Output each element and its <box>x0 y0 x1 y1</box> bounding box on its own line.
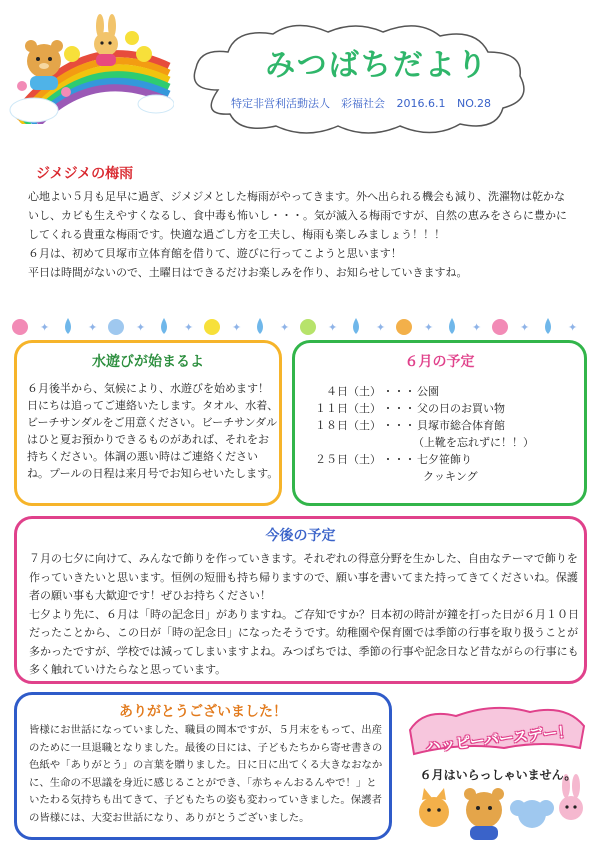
star-icon: ✦ <box>472 321 482 334</box>
star-icon: ✦ <box>376 321 386 334</box>
star-icon: ✦ <box>88 321 98 334</box>
intro-body <box>28 187 576 282</box>
thanks-body: 皆様にお世話になっていました、職員の岡本ですが、５月末をもって、出産のために一旦退職となりました。最後の日には、子どもたちから寄せ書きの色紙や「ありがとう」の言葉を贈りました。日に日に出てくる大きなおなかに、生命の不思議を身近に感じることができ、「赤ちゃんおるんやで！」といたわる気持ちも出てきて、子どもたちの姿も変わっていきました。保護者の皆様には、大変お世話になり、ありがとうございました。 <box>29 724 383 824</box>
schedule-dots: ・・・ <box>382 453 416 466</box>
birthday-note: ６月はいらっしゃいません。 <box>419 768 577 782</box>
creature-icon <box>12 319 28 335</box>
star-icon: ✦ <box>568 321 578 334</box>
issue-number: NO.28 <box>457 97 491 110</box>
future-body <box>29 550 579 680</box>
raindrop-icon <box>353 318 359 334</box>
thanks-title: ありがとうございました！ <box>119 704 287 720</box>
page-title: みつばちだより <box>265 48 489 83</box>
swim-notice-box <box>14 340 282 506</box>
star-icon: ✦ <box>232 321 242 334</box>
future-title: 今後の予定 <box>265 528 336 544</box>
schedule-continuation: クッキング <box>423 470 478 483</box>
star-icon: ✦ <box>136 321 146 334</box>
garland-row <box>12 318 577 335</box>
intro-paragraph: ６月は、初めて貝塚市立体育館を借りて、遊びに行ってこようと思います！ <box>28 247 402 260</box>
schedule-dots: ・・・ <box>382 419 416 432</box>
organization-name: 特定非営利活動法人 彩福社会 <box>231 97 386 110</box>
june-title: ６月の予定 <box>404 354 475 370</box>
schedule-item: 公園 <box>417 385 439 398</box>
future-paragraph: 七夕より先に、６月は「時の記念日」がありますね。ご存知ですか？日本初の時計が鐘を打った日が６月１０日だったことから、この日が「時の記念日」になったそうです。幼稚園や保育園では季節の行事を取り扱うことが多かったですが、学校では減ってしまいますよね。みつばちでは、季節の行事や記念日など昔ながらの行事にも多く触れていけたらなと思っています。 <box>29 607 579 676</box>
raindrop-icon <box>545 318 551 334</box>
schedule-date: ４日（土） <box>326 385 381 398</box>
creature-icon <box>492 319 508 335</box>
intro-paragraph: 心地よい５月も足早に過ぎ、ジメジメとした梅雨がやってきます。外へ出られる機会も減り、洗濯物は乾かないし、カビも生えやすくなるし、食中毒も怖いし・・・。気が滅入る梅雨ですが、自然の恵みをさらに豊かにしてくれる貴重な梅雨です。快適な過ごし方を工夫し、梅雨も楽しみましょう！！！ <box>28 190 567 241</box>
raindrop-icon <box>449 318 455 334</box>
raindrop-icon <box>257 318 263 334</box>
schedule-row <box>313 451 583 468</box>
creature-icon <box>108 319 124 335</box>
creature-icon <box>396 319 412 335</box>
schedule-item: 貝塚市総合体育館 <box>417 419 505 432</box>
birthday-banner: ハッピーバースデー！ <box>424 722 574 756</box>
schedule-item: 父の日のお買い物 <box>417 402 505 415</box>
bear-icon <box>25 40 63 90</box>
bear-icon <box>464 788 504 840</box>
thanks-box <box>14 692 392 840</box>
star-icon: ✦ <box>280 321 290 334</box>
issue-date: 2016.6.1 <box>396 97 446 110</box>
future-paragraph: ７月の七夕に向けて、みんなで飾りを作っていきます。それぞれの得意分野を生かした、自由なテーマで飾りを作っていきたいと思います。恒例の短冊も持ち帰りますので、願い事を書いてまた持ってきてくださいね。保護者の願い事も大歓迎です！ぜひお持ちください！ <box>29 552 578 602</box>
intro-heading: ジメジメの梅雨 <box>36 166 134 182</box>
creature-icon <box>300 319 316 335</box>
intro-paragraph: 平日は時間がないので、土曜日はできるだけお楽しみを作り、お知らせしていきますね。 <box>28 266 468 279</box>
star-icon: ✦ <box>424 321 434 334</box>
schedule-item: 七夕笹飾り <box>417 453 472 466</box>
june-schedule-box <box>292 340 587 506</box>
schedule-row <box>313 400 583 417</box>
swim-body: ６月後半から、気候により、水遊びを始めます！日にちは追ってご連絡いたします。タオル、水着、ビーチサンダルをご用意ください。ビーチサンダルはひと夏お預かりできるものがあれば、それをお持ちください。体調の悪い時はご連絡くださいね。プールの日程は来月号でお知らせいたします。 <box>27 382 279 480</box>
issue-info <box>196 95 526 111</box>
schedule-date: ２５日（土） <box>315 453 381 466</box>
creature-icon <box>204 319 220 335</box>
schedule-note: （上靴を忘れずに！！） <box>413 436 534 449</box>
swim-title: 水遊びが始まるよ <box>92 354 204 370</box>
schedule-date: １１日（土） <box>315 402 381 415</box>
decorative-garland <box>12 310 588 344</box>
raindrop-icon <box>161 318 167 334</box>
star-icon: ✦ <box>328 321 338 334</box>
elephant-icon <box>510 800 554 828</box>
star-icon: ✦ <box>520 321 530 334</box>
schedule-row <box>313 383 583 400</box>
cloud-icon <box>10 95 174 122</box>
schedule-dots: ・・・ <box>382 402 416 415</box>
schedule-row <box>313 417 583 434</box>
schedule-dots: ・・・ <box>382 385 416 398</box>
star-icon: ✦ <box>184 321 194 334</box>
star-icon: ✦ <box>40 321 50 334</box>
rainbow-animals-illustration <box>4 6 174 124</box>
rabbit-icon <box>94 14 118 66</box>
future-plans-box <box>14 516 587 684</box>
schedule-date: １８日（土） <box>315 419 381 432</box>
raindrop-icon <box>65 318 71 334</box>
schedule-list <box>313 383 583 485</box>
cat-icon <box>419 788 449 827</box>
